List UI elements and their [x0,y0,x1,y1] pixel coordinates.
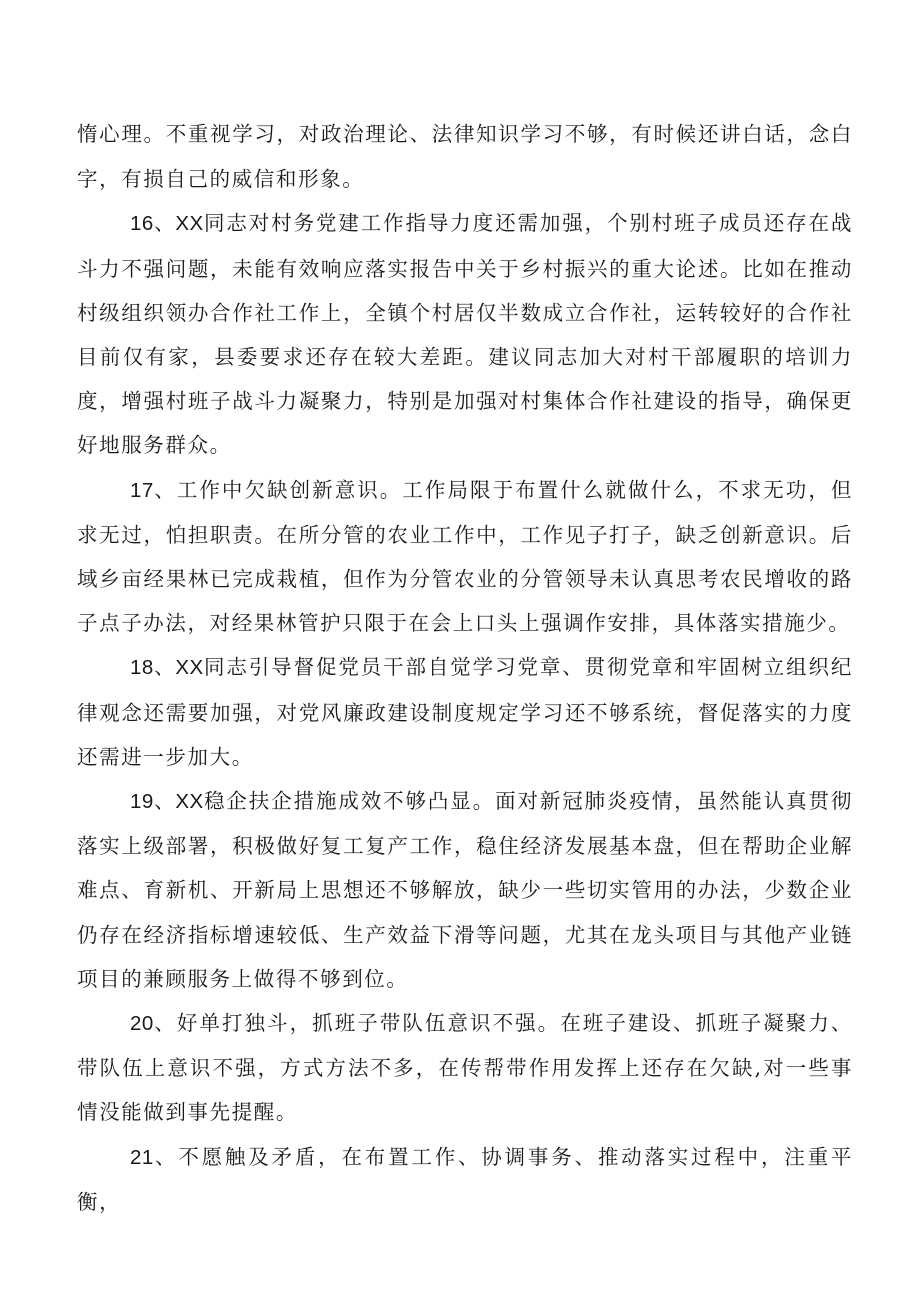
paragraph-text: 同志引导督促党员干部自觉学习党章、贯彻党章和牢固树立组织纪律观念还需要加强，对党风廉政建设制度规定学习还不够系统，督促落实的力度还需进一步加大。 [77,655,853,769]
paragraph-20 [77,1001,853,1135]
paragraph-text: 、工作中欠缺创新意识。工作局限于布置什么就做什么，不求无功，但求无过，怕担职责。在所分管的农业工作中，工作见子打子，缺乏创新意识。后域乡亩经果林已完成栽植，但作为分管农业的分管领导未认真思考农民增收的路子点子办法，对经果林管护只限于在会上口头上强调作安排，具体落实措施少。 [77,477,853,636]
document-body [77,112,853,1224]
paragraph-number: 18、XX [130,656,204,680]
paragraph-number: 21 [130,1145,154,1169]
paragraph-number: 16、XX [130,212,204,236]
paragraph-text: 同志对村务党建工作指导力度还需加强，个别村班子成员还存在战斗力不强问题，未能有效响应落实报告中关于乡村振兴的重大论述。比如在推动村级组织领办合作社工作上，全镇个村居仅半数成立合作社，运转较好的合作社目前仅有家，县委要求还存在较大差距。建议同志加大对村干部履职的培训力度，增强村班子战斗力凝聚力，特别是加强对村集体合作社建设的指导，确保更好地服务群众。 [77,211,853,458]
paragraph-1 [77,112,853,201]
paragraph-number: 19、XX [130,790,204,814]
paragraph-16 [77,201,853,467]
paragraph-text: 、好单打独斗，抓班子带队伍意识不强。在班子建设、抓班子凝聚力、带队伍上意识不强，方式方法不多，在传帮带作用发挥上还存在欠缺,对一些事情没能做到事先提醒。 [77,1011,853,1125]
paragraph-18 [77,645,853,779]
paragraph-number: 20 [130,1012,154,1036]
paragraph-17 [77,468,853,646]
paragraph-text: 稳企扶企措施成效不够凸显。面对新冠肺炎疫情，虽然能认真贯彻落实上级部署，积极做好复工复产工作，稳住经济发展基本盘，但在帮助企业解难点、育新机、开新局上思想还不够解放，缺少一些切实管用的办法，少数企业仍存在经济指标增速较低、生产效益下滑等问题，尤其在龙头项目与其他产业链项目的兼顾服务上做得不够到位。 [77,789,853,991]
paragraph-text: 、不愿触及矛盾，在布置工作、协调事务、推动落实过程中，注重平衡， [77,1144,853,1214]
paragraph-21 [77,1135,853,1224]
paragraph-text: 惰心理。不重视学习，对政治理论、法律知识学习不够，有时候还讲白话，念白字，有损自己的威信和形象。 [77,122,853,192]
paragraph-number: 17 [130,478,154,502]
paragraph-19 [77,779,853,1001]
